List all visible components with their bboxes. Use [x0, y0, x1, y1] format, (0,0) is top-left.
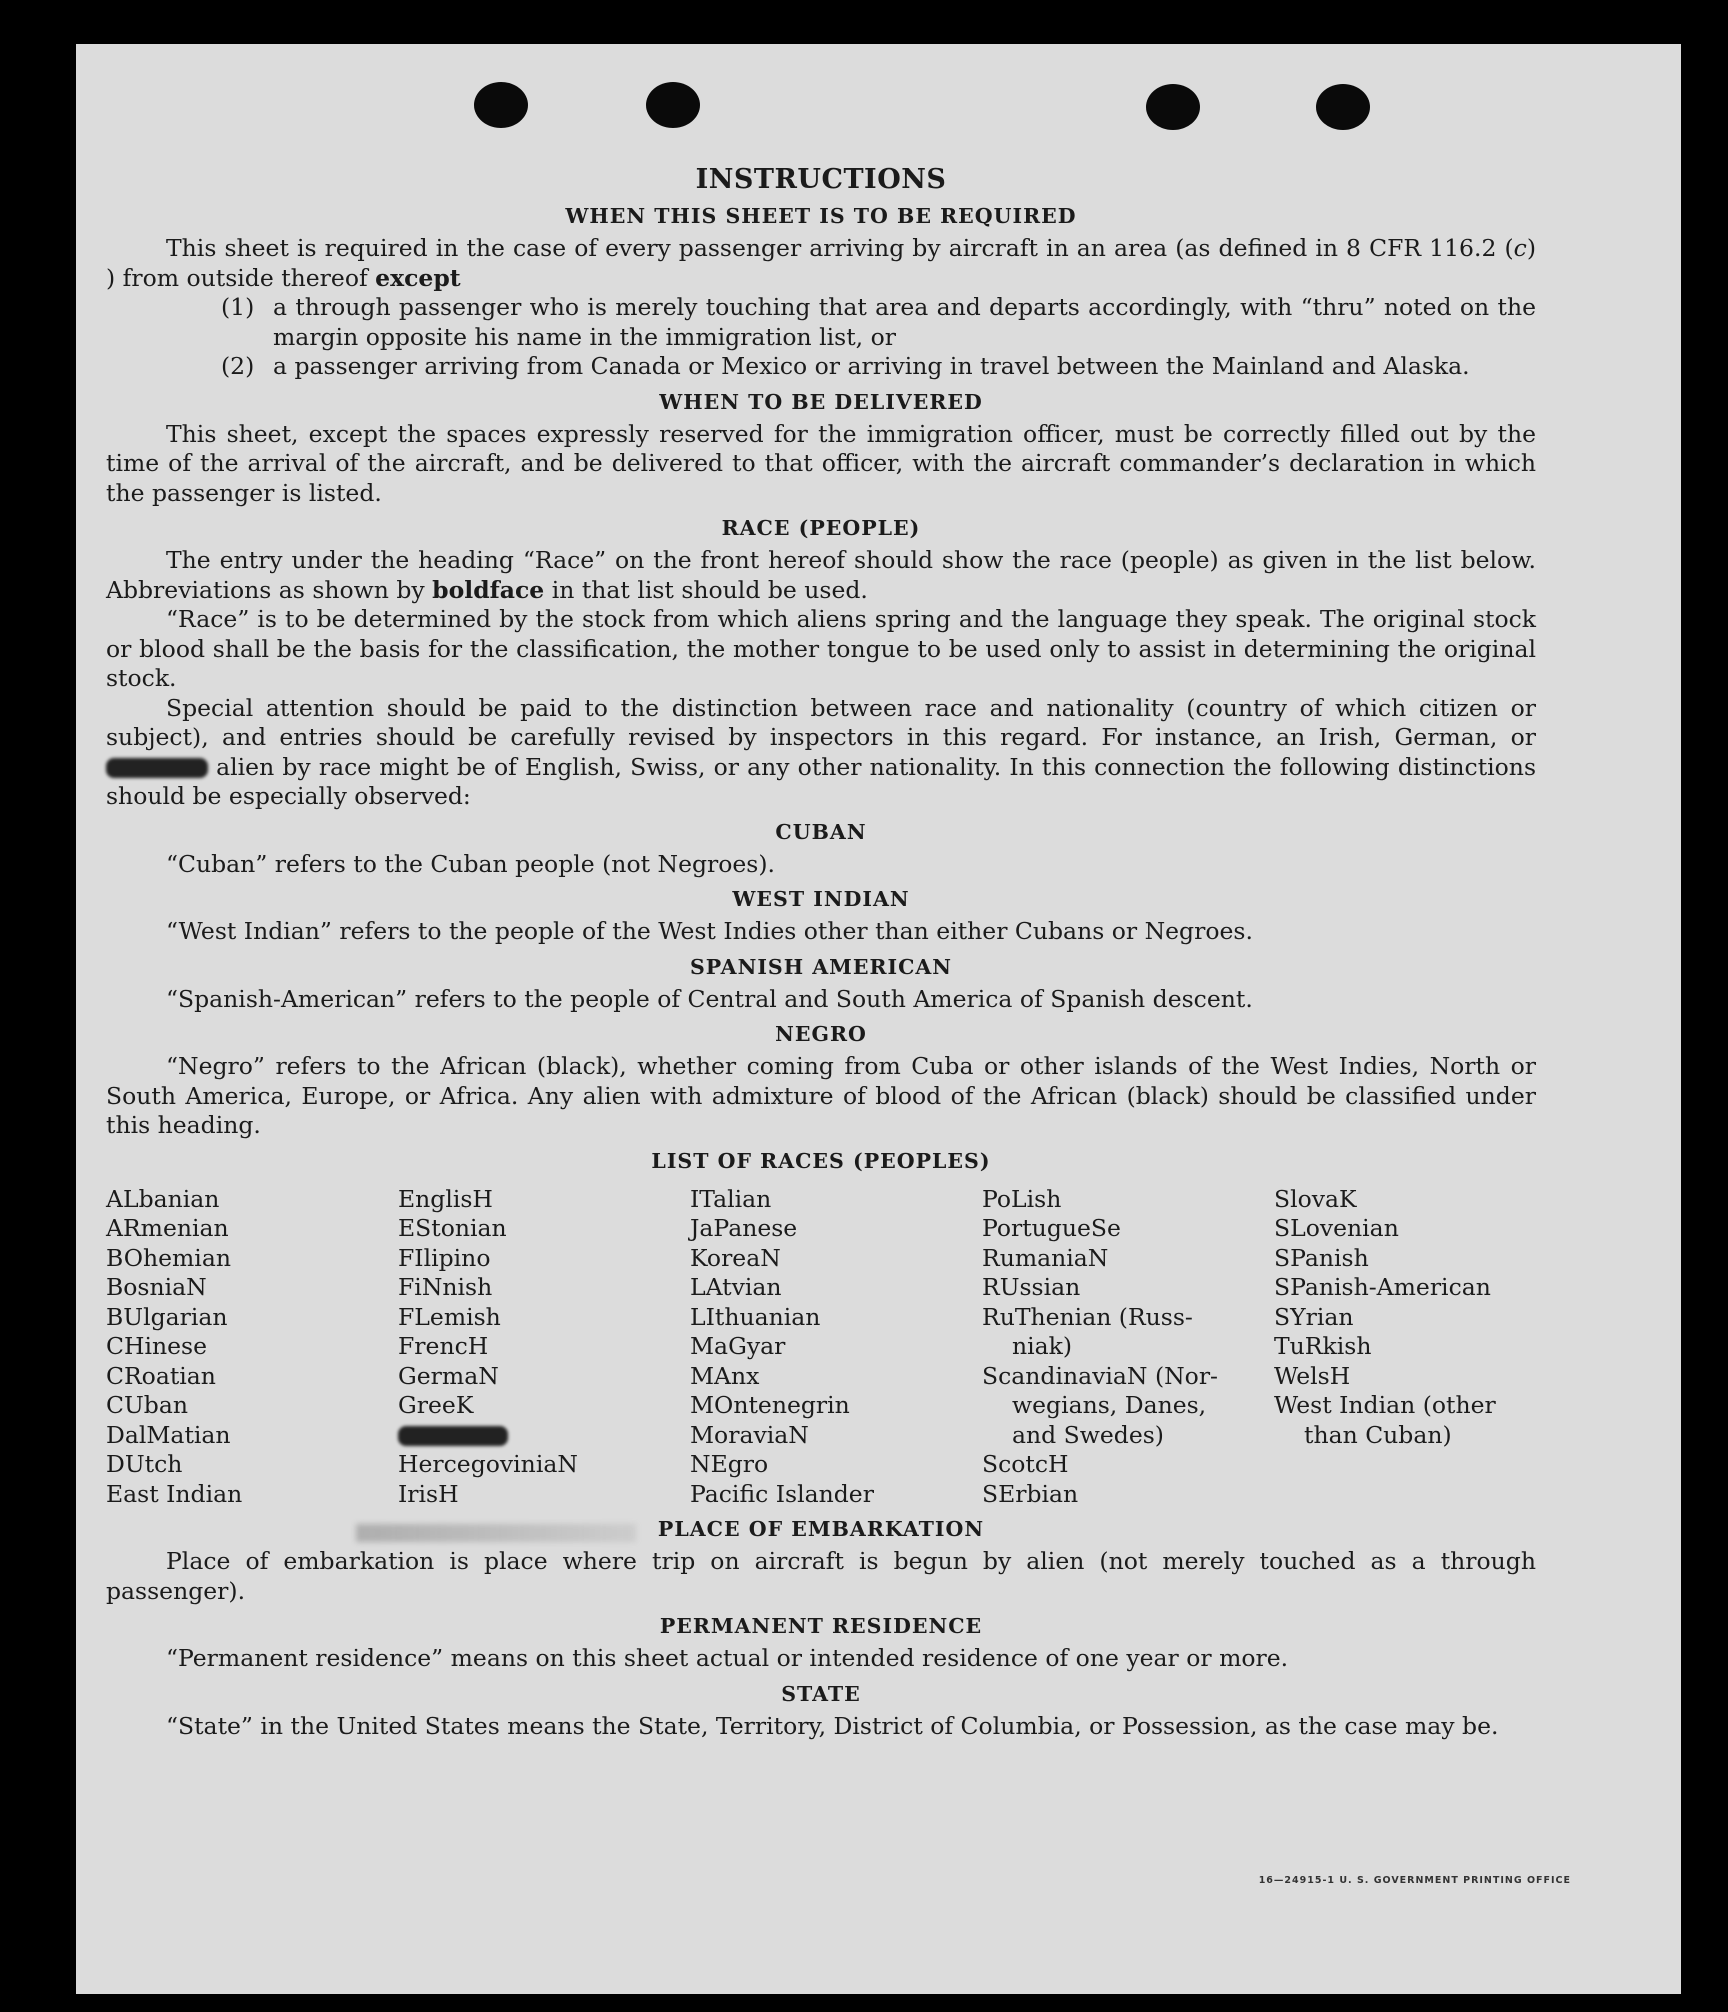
race-entry: BosniaN: [106, 1273, 207, 1301]
race-p3-b: alien by race might be of English, Swiss, or any other nationality. In this connection the following distinctions should be especially observed:: [106, 752, 1536, 810]
race-entry-continued: than Cuban): [1304, 1420, 1452, 1449]
item-text: a through passenger who is merely touching that area and departs accordingly, with “thru” noted on the margin opposite his name in the immigration list, or: [273, 293, 1536, 351]
heading-cuban: CUBAN: [775, 819, 867, 844]
race-entry: SPanish-American: [1274, 1273, 1491, 1301]
race-entry: TuRkish: [1274, 1332, 1372, 1360]
required-intro-except: except: [375, 263, 461, 292]
race-entry: RumaniaN: [982, 1243, 1109, 1272]
race-entry: SErbian: [982, 1479, 1079, 1508]
heading-negro: NEGRO: [775, 1022, 867, 1046]
race-entry: EnglisH: [398, 1184, 493, 1213]
race-entry-continued: niak): [1012, 1332, 1073, 1360]
races-column-5: [1274, 1185, 1564, 1510]
races-list: [106, 1185, 1536, 1510]
race-paragraph-3: [106, 694, 1536, 812]
heading-west-indian: WEST INDIAN: [732, 887, 910, 911]
required-item-1: [221, 293, 1536, 352]
race-paragraph-1: [106, 546, 1536, 605]
required-intro-c: c: [1513, 234, 1527, 262]
printing-office-footer: 16—24915-1 U. S. GOVERNMENT PRINTING OFFICE: [1258, 1875, 1571, 1886]
residence-text: “Permanent residence” means on this sheet actual or intended residence of one year or more.: [166, 1644, 1289, 1672]
race-entry: MOntenegrin: [690, 1391, 850, 1419]
race-p1-bold: boldface: [432, 575, 545, 604]
race-entry: JaPanese: [690, 1214, 798, 1242]
heading-permanent-residence: PERMANENT RESIDENCE: [659, 1614, 983, 1638]
race-entry: FIlipino: [398, 1243, 491, 1272]
race-entry: CRoatian: [106, 1361, 216, 1390]
race-entry: FrencH: [398, 1332, 489, 1360]
state-text: “State” in the United States means the State, Territory, District of Columbia, or Possession, as the case may be.: [166, 1711, 1499, 1740]
spanish-american-text: “Spanish-American” refers to the people of Central and South America of Spanish descent.: [166, 984, 1253, 1013]
punch-hole: [474, 82, 528, 128]
heading-embarkation: PLACE OF EMBARKATION: [657, 1517, 985, 1541]
race-entry-continued: and Swedes): [1012, 1420, 1164, 1449]
races-column-3: [690, 1185, 982, 1510]
race-entry: BUlgarian: [106, 1302, 228, 1331]
cuban-text: “Cuban” refers to the Cuban people (not Negroes).: [166, 849, 776, 878]
embarkation-text: Place of embarkation is place where trip on aircraft is begun by alien (not merely touched as a through passenger).: [106, 1547, 1536, 1605]
race-entry: GermaN: [398, 1361, 499, 1390]
race-entry: ScotcH: [982, 1450, 1069, 1478]
race-entry: LIthuanian: [690, 1302, 821, 1331]
race-entry: CUban: [106, 1391, 188, 1419]
required-intro: [106, 234, 1536, 293]
required-item-2: [221, 352, 1536, 382]
race-entry: SLovenian: [1274, 1214, 1399, 1242]
race-p1-a: The entry under the heading “Race” on the front hereof should show the race (people) as given in the list below. Abbreviations as shown by: [106, 546, 1536, 604]
heading-state: STATE: [781, 1681, 861, 1706]
race-entry: ALbanian: [106, 1184, 220, 1213]
race-entry: SlovaK: [1274, 1184, 1357, 1213]
race-entry: PoLish: [982, 1184, 1062, 1213]
race-entry: BOhemian: [106, 1243, 231, 1272]
race-entry: MAnx: [690, 1361, 760, 1390]
race-entry: NEgro: [690, 1450, 769, 1478]
heading-list-of-races: LIST OF RACES (PEOPLES): [651, 1148, 991, 1173]
race-entry: FiNnish: [398, 1273, 493, 1301]
race-entry: DalMatian: [106, 1420, 231, 1449]
race-entry-redacted: [398, 1421, 690, 1451]
race-entry: ARmenian: [106, 1214, 229, 1242]
redaction-mark: [106, 758, 208, 778]
race-p3-a: Special attention should be paid to the distinction between race and nationality (country of which citizen or subject), and entries should be carefully revised by inspectors in this regard. For instance, an Irish, German, or: [106, 693, 1536, 751]
west-indian-text: “West Indian” refers to the people of the West Indies other than either Cubans or Negroes.: [166, 917, 1253, 945]
race-entry: MaGyar: [690, 1332, 786, 1360]
required-intro-a: This sheet is required in the case of every passenger arriving by aircraft in an area (as defined in 8 CFR 116.2 (: [166, 234, 1514, 262]
race-p1-b: in that list should be used.: [544, 575, 868, 604]
race-entry: WelsH: [1274, 1361, 1351, 1390]
heading-when-delivered: WHEN TO BE DELIVERED: [659, 389, 983, 414]
race-entry: DUtch: [106, 1450, 183, 1478]
redaction-mark: [398, 1426, 508, 1446]
race-entry: EStonian: [398, 1214, 507, 1242]
race-entry-continued: wegians, Danes,: [1012, 1391, 1207, 1419]
instructions-content: [106, 164, 1536, 1741]
race-entry: PortugueSe: [982, 1214, 1121, 1242]
race-entry: SYrian: [1274, 1302, 1354, 1331]
race-entry: Pacific Islander: [690, 1479, 874, 1508]
delivered-text: This sheet, except the spaces expressly reserved for the immigration officer, must be correctly filled out by the time of the arrival of the aircraft, and be delivered to that officer, with the aircraft commander’s declaration in which the passenger is listed.: [106, 419, 1536, 507]
punch-hole: [646, 82, 700, 128]
item-text: a passenger arriving from Canada or Mexico or arriving in travel between the Mainland and Alaska.: [273, 352, 1470, 380]
page-title: INSTRUCTIONS: [695, 164, 947, 195]
race-entry: RUssian: [982, 1273, 1081, 1301]
race-entry: LAtvian: [690, 1273, 782, 1301]
race-entry: ScandinaviaN (Nor-: [982, 1361, 1218, 1390]
punch-hole: [1146, 84, 1200, 130]
race-entry: KoreaN: [690, 1243, 781, 1272]
race-entry: IrisH: [398, 1479, 459, 1508]
race-entry: GreeK: [398, 1391, 474, 1419]
required-intro-b: ) ) from outside thereof: [106, 234, 1536, 292]
race-entry: West Indian (other: [1274, 1391, 1496, 1419]
races-column-1: [106, 1185, 398, 1510]
race-entry: SPanish: [1274, 1243, 1369, 1272]
race-entry: FLemish: [398, 1302, 501, 1331]
race-entry: HercegoviniaN: [398, 1450, 578, 1478]
heading-when-required: WHEN THIS SHEET IS TO BE REQUIRED: [565, 204, 1077, 228]
item-number: (2): [221, 352, 255, 380]
heading-race: RACE (PEOPLE): [721, 516, 921, 540]
races-column-2: [398, 1185, 690, 1510]
negro-text: “Negro” refers to the African (black), whether coming from Cuba or other islands of the West Indies, North or South America, Europe, or Africa. Any alien with admixture of blood of the African (black) should be classified under this heading.: [106, 1052, 1536, 1139]
race-entry: ITalian: [690, 1184, 772, 1213]
race-paragraph-2: “Race” is to be determined by the stock from which aliens spring and the language they speak. The original stock or blood shall be the basis for the classification, the mother tongue to be used only to assist in determining the original stock.: [106, 605, 1536, 692]
race-entry: CHinese: [106, 1332, 207, 1360]
race-entry: MoraviaN: [690, 1420, 809, 1449]
race-entry: RuThenian (Russ-: [982, 1302, 1193, 1331]
punch-hole: [1316, 84, 1370, 130]
races-column-4: [982, 1185, 1274, 1510]
heading-spanish-american: SPANISH AMERICAN: [689, 954, 953, 979]
race-entry: East Indian: [106, 1479, 243, 1508]
item-number: (1): [221, 293, 255, 321]
document-page: [76, 44, 1681, 1994]
